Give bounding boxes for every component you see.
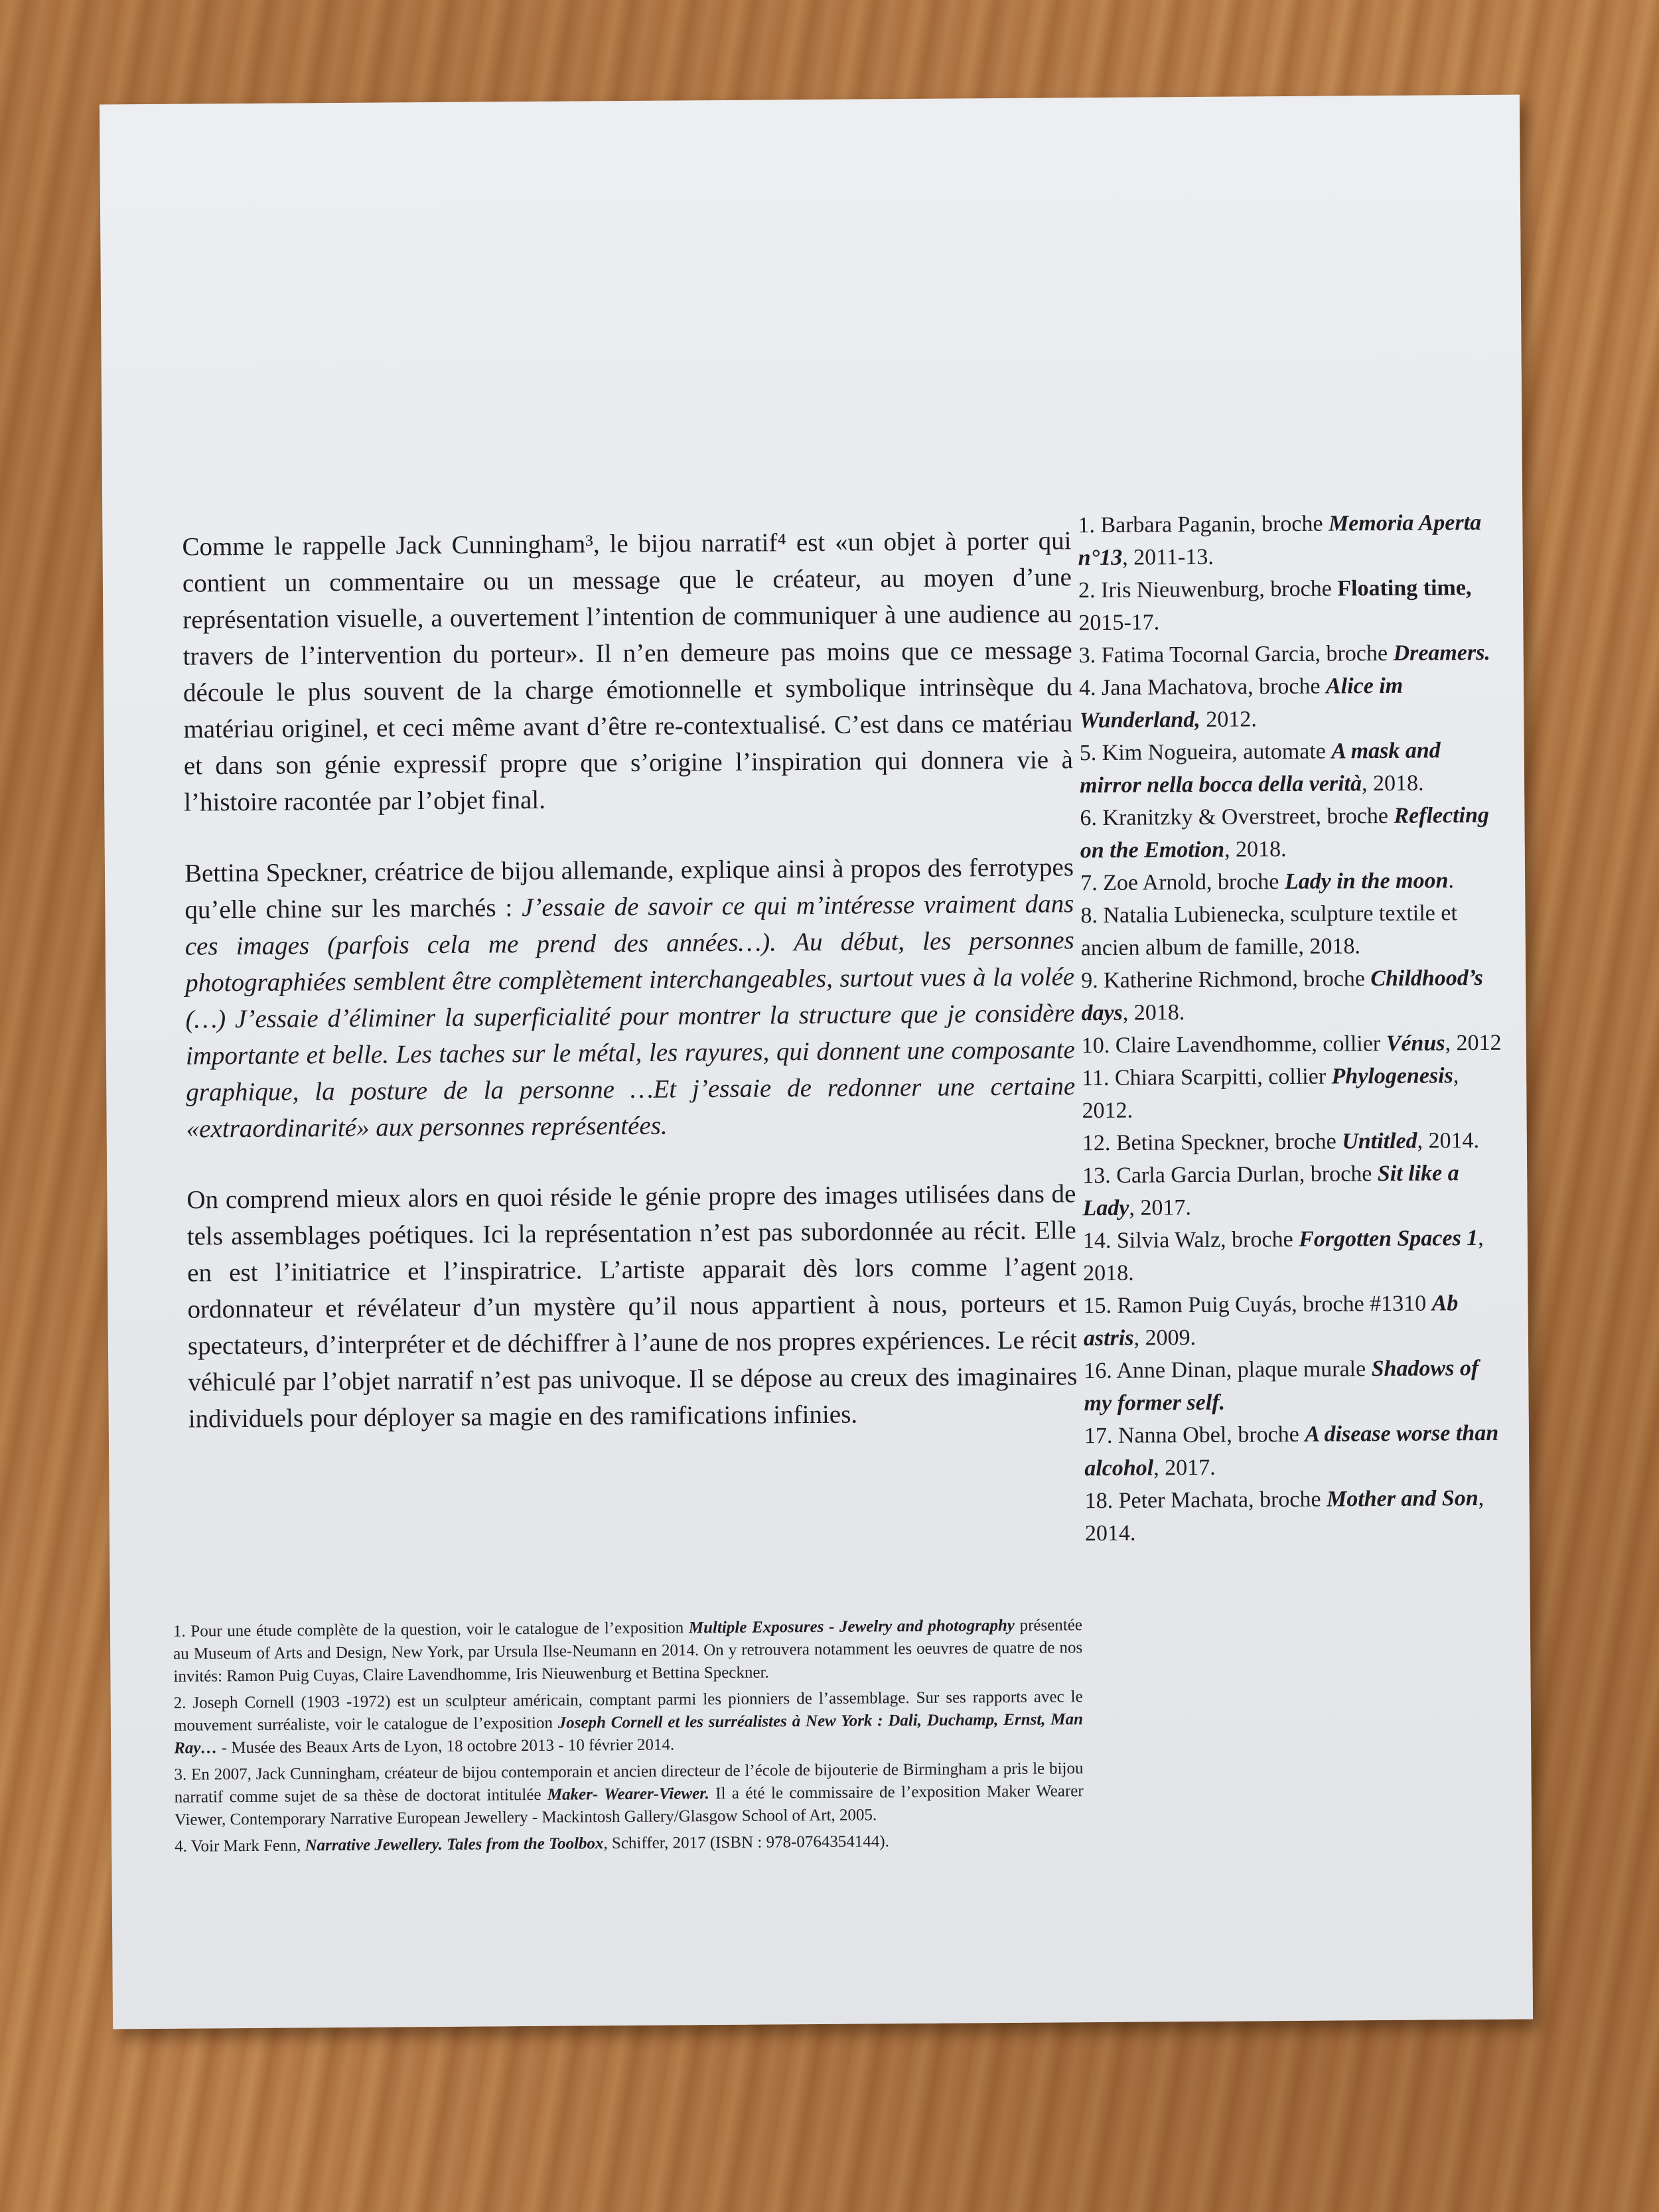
caption-artist: 8. Natalia Lubienecka, sculpture textile et ancien album de famille, 2018. [1080,901,1457,961]
caption-date: , 2017. [1153,1455,1216,1481]
caption-artist: 18. Peter Machata, broche [1084,1487,1327,1514]
footnote-text: 4. Voir Mark Fenn, [175,1836,305,1856]
caption-date: , 2018. [1122,1000,1185,1025]
footnote-3 [174,1757,1084,1832]
caption-item [1080,864,1505,899]
caption-work-title: Untitled [1342,1128,1417,1154]
caption-artist: 10. Claire Lavendhomme, collier [1081,1031,1386,1059]
paragraph-cunningham: Comme le rappelle Jack Cunningham³, le bijou narratif⁴ est «un objet à porter qui contient un commentaire ou un message que le créateur, au moyen d’une représentation visuelle, a ouvertement l’intention de communiquer à une audience au travers de l’intervention du porteur». Il n’en demeure pas moins que ce message découle le plus souvent de la charge émotionnelle et symbolique intrinsèque du matériau originel, et ceci même avant d’être re-contextualisé. C’est dans ce matériau et dans son génie expressif propre que s’origine l’inspiration qui donnera vie à l’histoire racontée par l’objet final. [182,526,1073,817]
caption-item [1084,1417,1510,1485]
caption-artist: 3. Fatima Tocornal Garcia, broche [1078,640,1394,668]
footnote-text: présentée au Museum of Arts and Design, New York, par Ursula Ilse-Neumann en 2014. On y retrouvera notamment les oeuvres de quatre de nos invités: Ramon Puig Cuyas, Claire Lavendhomme, Iris Nieuwenburg et Bettina Speckner. [173,1616,1083,1686]
caption-date: , 2018. [1361,771,1424,796]
caption-artist: 1. Barbara Paganin, broche [1078,511,1329,538]
caption-work-title: Childhood’s days [1081,965,1483,1026]
paragraph-conclusion: On comprend mieux alors en quoi réside le génie propre des images utilisées dans de tels assemblages poétiques. Ici la représentation n’est pas subordonnée au récit. Elle en est l’initiatrice et l’inspiratrice. L’artiste apparait dès lors comme l’agent ordonnateur et révélateur d’un mystère qu’il nous appartient à nous, porteurs et spectateurs, d’interpréter et de déchiffrer à l’aune de nos propres expériences. Le récit véhiculé par l’objet narratif n’est pas univoque. Il se dépose au creux des imaginaires individuels pour déployer sa magie en des ramifications infinies. [186,1179,1078,1434]
caption-item [1082,1059,1507,1127]
footnote-title: Narrative Jewellery. Tales from the Toolbox [305,1834,604,1855]
caption-date: 2015-17. [1078,610,1160,636]
caption-item [1079,636,1504,672]
footnote-text: - Musée des Beaux Arts de Lyon, 18 octobre 2013 - 10 février 2014. [217,1735,675,1757]
caption-item [1082,1157,1508,1224]
caption-work-title: Dreamers. [1393,640,1491,666]
footnote-text: Il a été le commissaire de l’exposition Maker Wearer Viewer, Contemporary Narrative European Jewellery - Mackintosh Gallery/Glasgow School of Art, 2005. [174,1782,1084,1829]
caption-date: , 2012. [1082,1063,1459,1124]
caption-artist: 2. Iris Nieuwenburg, broche [1078,576,1338,603]
caption-artist: 4. Jana Machatova, broche [1078,674,1327,701]
footnote-text: 2. Joseph Cornell (1903 -1972) est un sculpteur américain, comptant parmi les pionniers de l’assemblage. Sur ses rapports avec le mouvement surréaliste, voir le catalogue de l’exposition [173,1688,1083,1735]
caption-item [1083,1287,1508,1355]
caption-item [1082,1124,1507,1159]
footnotes-section [173,1614,1084,1862]
caption-work-title: Sit like a Lady [1082,1161,1459,1221]
footnote-4 [175,1829,1084,1858]
caption-artist: 14. Silvia Walz, broche [1082,1226,1299,1254]
footnote-text: 3. En 2007, Jack Cunningham, créateur de bijou contemporain et ancien directeur de l’école de bijouterie de Birmingham a pris le bijou narratif comme sujet de sa thèse de doctorat intitulée [174,1759,1084,1806]
image-captions-list [1078,506,1510,1550]
footnote-2 [174,1686,1084,1760]
caption-item [1079,669,1504,737]
caption-artist: 16. Anne Dinan, plaque murale [1084,1357,1372,1384]
caption-artist: 5. Kim Nogueira, automate [1079,739,1332,766]
paragraph-speckner [184,849,1076,1147]
main-text-column [182,522,1078,1471]
footnote-title: Maker- Wearer-Viewer. [547,1785,709,1804]
footnote-1 [173,1614,1083,1688]
caption-item [1080,734,1505,802]
caption-date: , 2018. [1224,837,1287,862]
caption-item [1080,799,1505,867]
caption-artist: 13. Carla Garcia Durlan, broche [1082,1161,1378,1189]
caption-item [1082,1027,1506,1062]
footnote-text: 1. Pour une étude complète de la question, voir le catalogue de l’exposition [173,1619,689,1641]
caption-artist: 9. Katherine Richmond, broche [1081,966,1371,994]
caption-item [1081,962,1506,1029]
caption-date: 2012. [1200,707,1257,732]
caption-date: , 2018. [1083,1225,1484,1286]
caption-work-title: A mask and mirror nella bocca della verità [1079,738,1441,798]
caption-artist: 11. Chiara Scarpitti, collier [1082,1064,1332,1091]
caption-work-title: Ab astris [1083,1291,1459,1351]
caption-artist: 12. Betina Speckner, broche [1082,1129,1342,1156]
caption-date: , 2011-13. [1122,544,1214,570]
caption-date: , 2009. [1133,1325,1196,1351]
caption-date: , 2017. [1129,1195,1192,1220]
caption-work-title: Alice im Wunderland, [1079,673,1404,733]
caption-item [1078,571,1504,639]
caption-item [1078,506,1503,574]
footnote-text: , Schiffer, 2017 (ISBN : 978-0764354144). [603,1832,890,1853]
caption-work-title: Forgotten Spaces 1 [1298,1226,1479,1252]
caption-artist: 15. Ramon Puig Cuyás, broche #1310 [1083,1291,1432,1319]
caption-artist: 17. Nanna Obel, broche [1084,1422,1305,1449]
footnote-title: Joseph Cornell et les surréalistes à New York : Dali, Duchamp, Ernst, Man Ray… [174,1710,1084,1757]
printed-page [100,95,1533,2029]
caption-date: , 2014. [1084,1485,1484,1546]
footnote-title: Multiple Exposures - Jewelry and photography [688,1616,1015,1637]
speckner-quote: J’essaie de savoir ce qui m’intéresse vraiment dans ces images (parfois cela me prend des années…). Au début, les personnes photographiées semblent être complètement interchangeables, surtout vues à la volée (…) J’essaie d’éliminer la superficialité pour montrer la structure que je considère importante et belle. Les taches sur le métal, les rayures, qui donnent une composante graphique, la posture de la personne …Et j’essaie de redonner une certaine «extraordinarité» aux personnes représentées. [184,889,1076,1143]
caption-item [1084,1352,1509,1420]
speckner-intro: Bettina Speckner, créatrice de bijou allemande, explique ainsi à propos des ferrotypes qu’elle chine sur les marchés : [184,853,1074,924]
caption-work-title: Vénus [1386,1031,1445,1057]
caption-artist: 6. Kranitzky & Overstreet, broche [1080,803,1394,831]
caption-work-title: Reflecting on the Emotion [1080,802,1490,863]
caption-date: , 2012 [1445,1030,1502,1056]
caption-work-title: Memoria Aperta n°13 [1078,510,1482,571]
caption-work-title: Lady in the moon [1284,868,1449,895]
caption-date: , 2014. [1417,1128,1480,1153]
caption-work-title: A disease worse than alcohol [1084,1420,1499,1481]
caption-item [1083,1222,1508,1290]
caption-work-title: Mother and Son [1326,1486,1479,1512]
caption-date: . [1448,868,1455,893]
caption-work-title: Shadows of my former self. [1084,1356,1479,1416]
caption-work-title: Phylogenesis [1331,1063,1453,1089]
caption-item [1080,897,1506,964]
caption-work-title: Floating time, [1337,575,1472,601]
caption-artist: 7. Zoe Arnold, broche [1080,869,1285,896]
caption-item [1084,1482,1510,1550]
